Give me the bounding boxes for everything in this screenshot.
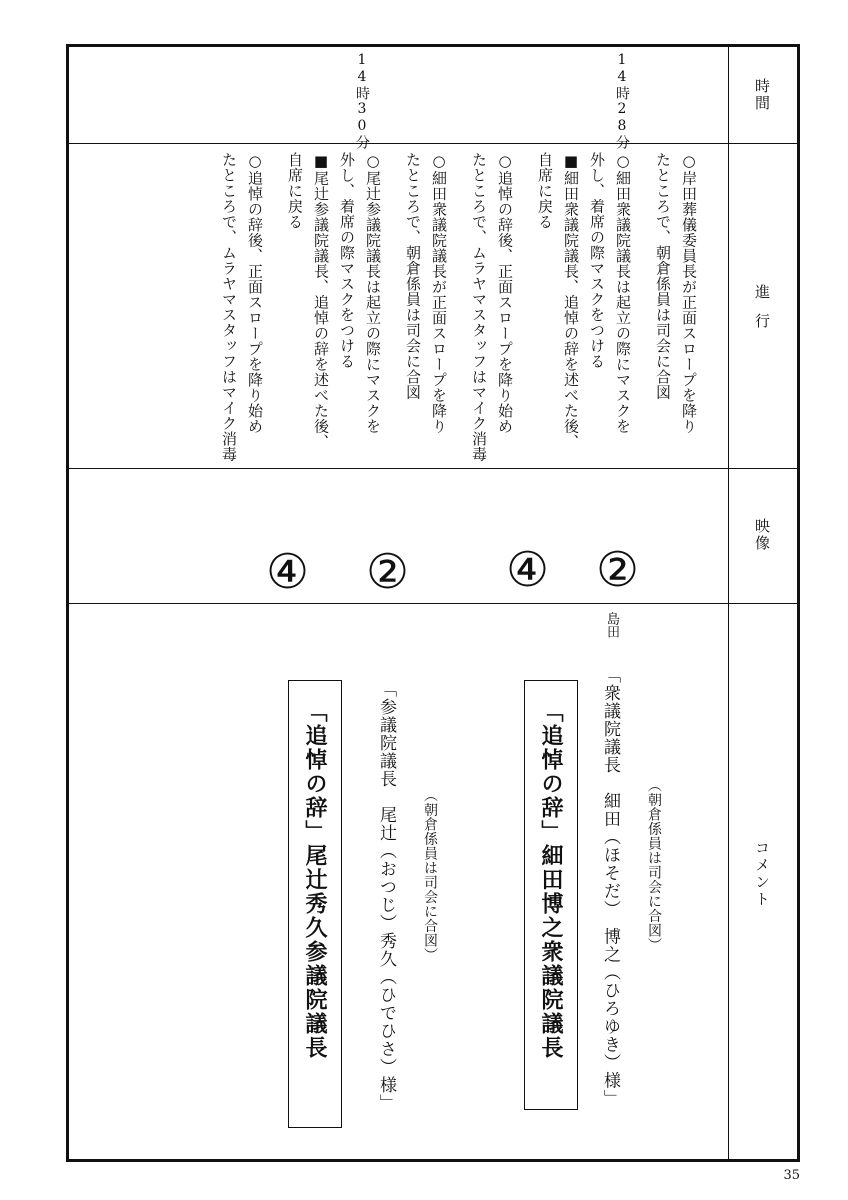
page-number: 35 <box>783 1168 800 1183</box>
progress-line: 外し、着席の際マスクをつける <box>338 152 356 369</box>
camera-number: ② <box>596 542 640 598</box>
progress-line: 自席に戻る <box>286 152 304 230</box>
camera-number: ④ <box>266 544 310 600</box>
comment-note: （朝倉係員は司会に合図） <box>422 788 438 962</box>
progress-line: ■尾辻参議院議長、追悼の辞を述べた後、 <box>312 152 330 450</box>
progress-line: ■細田衆議院議長、追悼の辞を述べた後、 <box>562 152 580 450</box>
progress-line: ○追悼の辞後、正面スロープを降り始め <box>246 152 264 434</box>
header-video: 映像 <box>753 518 771 552</box>
progress-line: たところで、朝倉係員は司会に合図 <box>404 152 422 400</box>
progress-line: たところで、朝倉係員は司会に合図 <box>654 152 672 400</box>
row-divider-video <box>66 603 800 604</box>
time-entry: 14時30分 <box>354 52 370 150</box>
caption-text: 「追悼の辞」細田博之衆議院議長 <box>538 700 564 1060</box>
time-entry: 14時28分 <box>614 52 630 150</box>
row-divider-progress <box>66 468 800 469</box>
comment-note: （朝倉係員は司会に合図） <box>646 778 662 952</box>
progress-line: たところで、ムラヤマスタッフはマイク消毒 <box>470 152 488 462</box>
comment-title: 「参議院議長 尾辻（おつじ）秀久（ひでひさ）様」 <box>376 680 396 1112</box>
progress-line: 外し、着席の際マスクをつける <box>588 152 606 369</box>
header-time: 時間 <box>753 78 771 112</box>
progress-line: たところで、ムラヤマスタッフはマイク消毒 <box>220 152 238 462</box>
progress-line: ○細田衆議院議長は起立の際にマスクを <box>614 152 632 434</box>
camera-number: ② <box>366 544 410 600</box>
progress-line: ○尾辻参議院議長は起立の際にマスクを <box>364 152 382 434</box>
header-comment: コメント <box>753 840 771 908</box>
progress-line: ○追悼の辞後、正面スロープを降り始め <box>496 152 514 434</box>
progress-line: 自席に戻る <box>536 152 554 230</box>
comment-title: 「衆議院議長 細田（ほそだ） 博之（ひろゆき）様」 <box>600 666 620 1108</box>
header-progress: 進行 <box>753 284 771 342</box>
camera-number: ④ <box>506 542 550 598</box>
progress-line: ○岸田葬儀委員長が正面スロープを降り <box>680 152 698 434</box>
progress-line: ○細田衆議院議長が正面スロープを降り <box>430 152 448 434</box>
row-divider-time <box>66 143 800 144</box>
caption-text: 「追悼の辞」尾辻秀久参議院議長 <box>302 700 328 1060</box>
speaker-name: 島田 <box>604 612 619 638</box>
